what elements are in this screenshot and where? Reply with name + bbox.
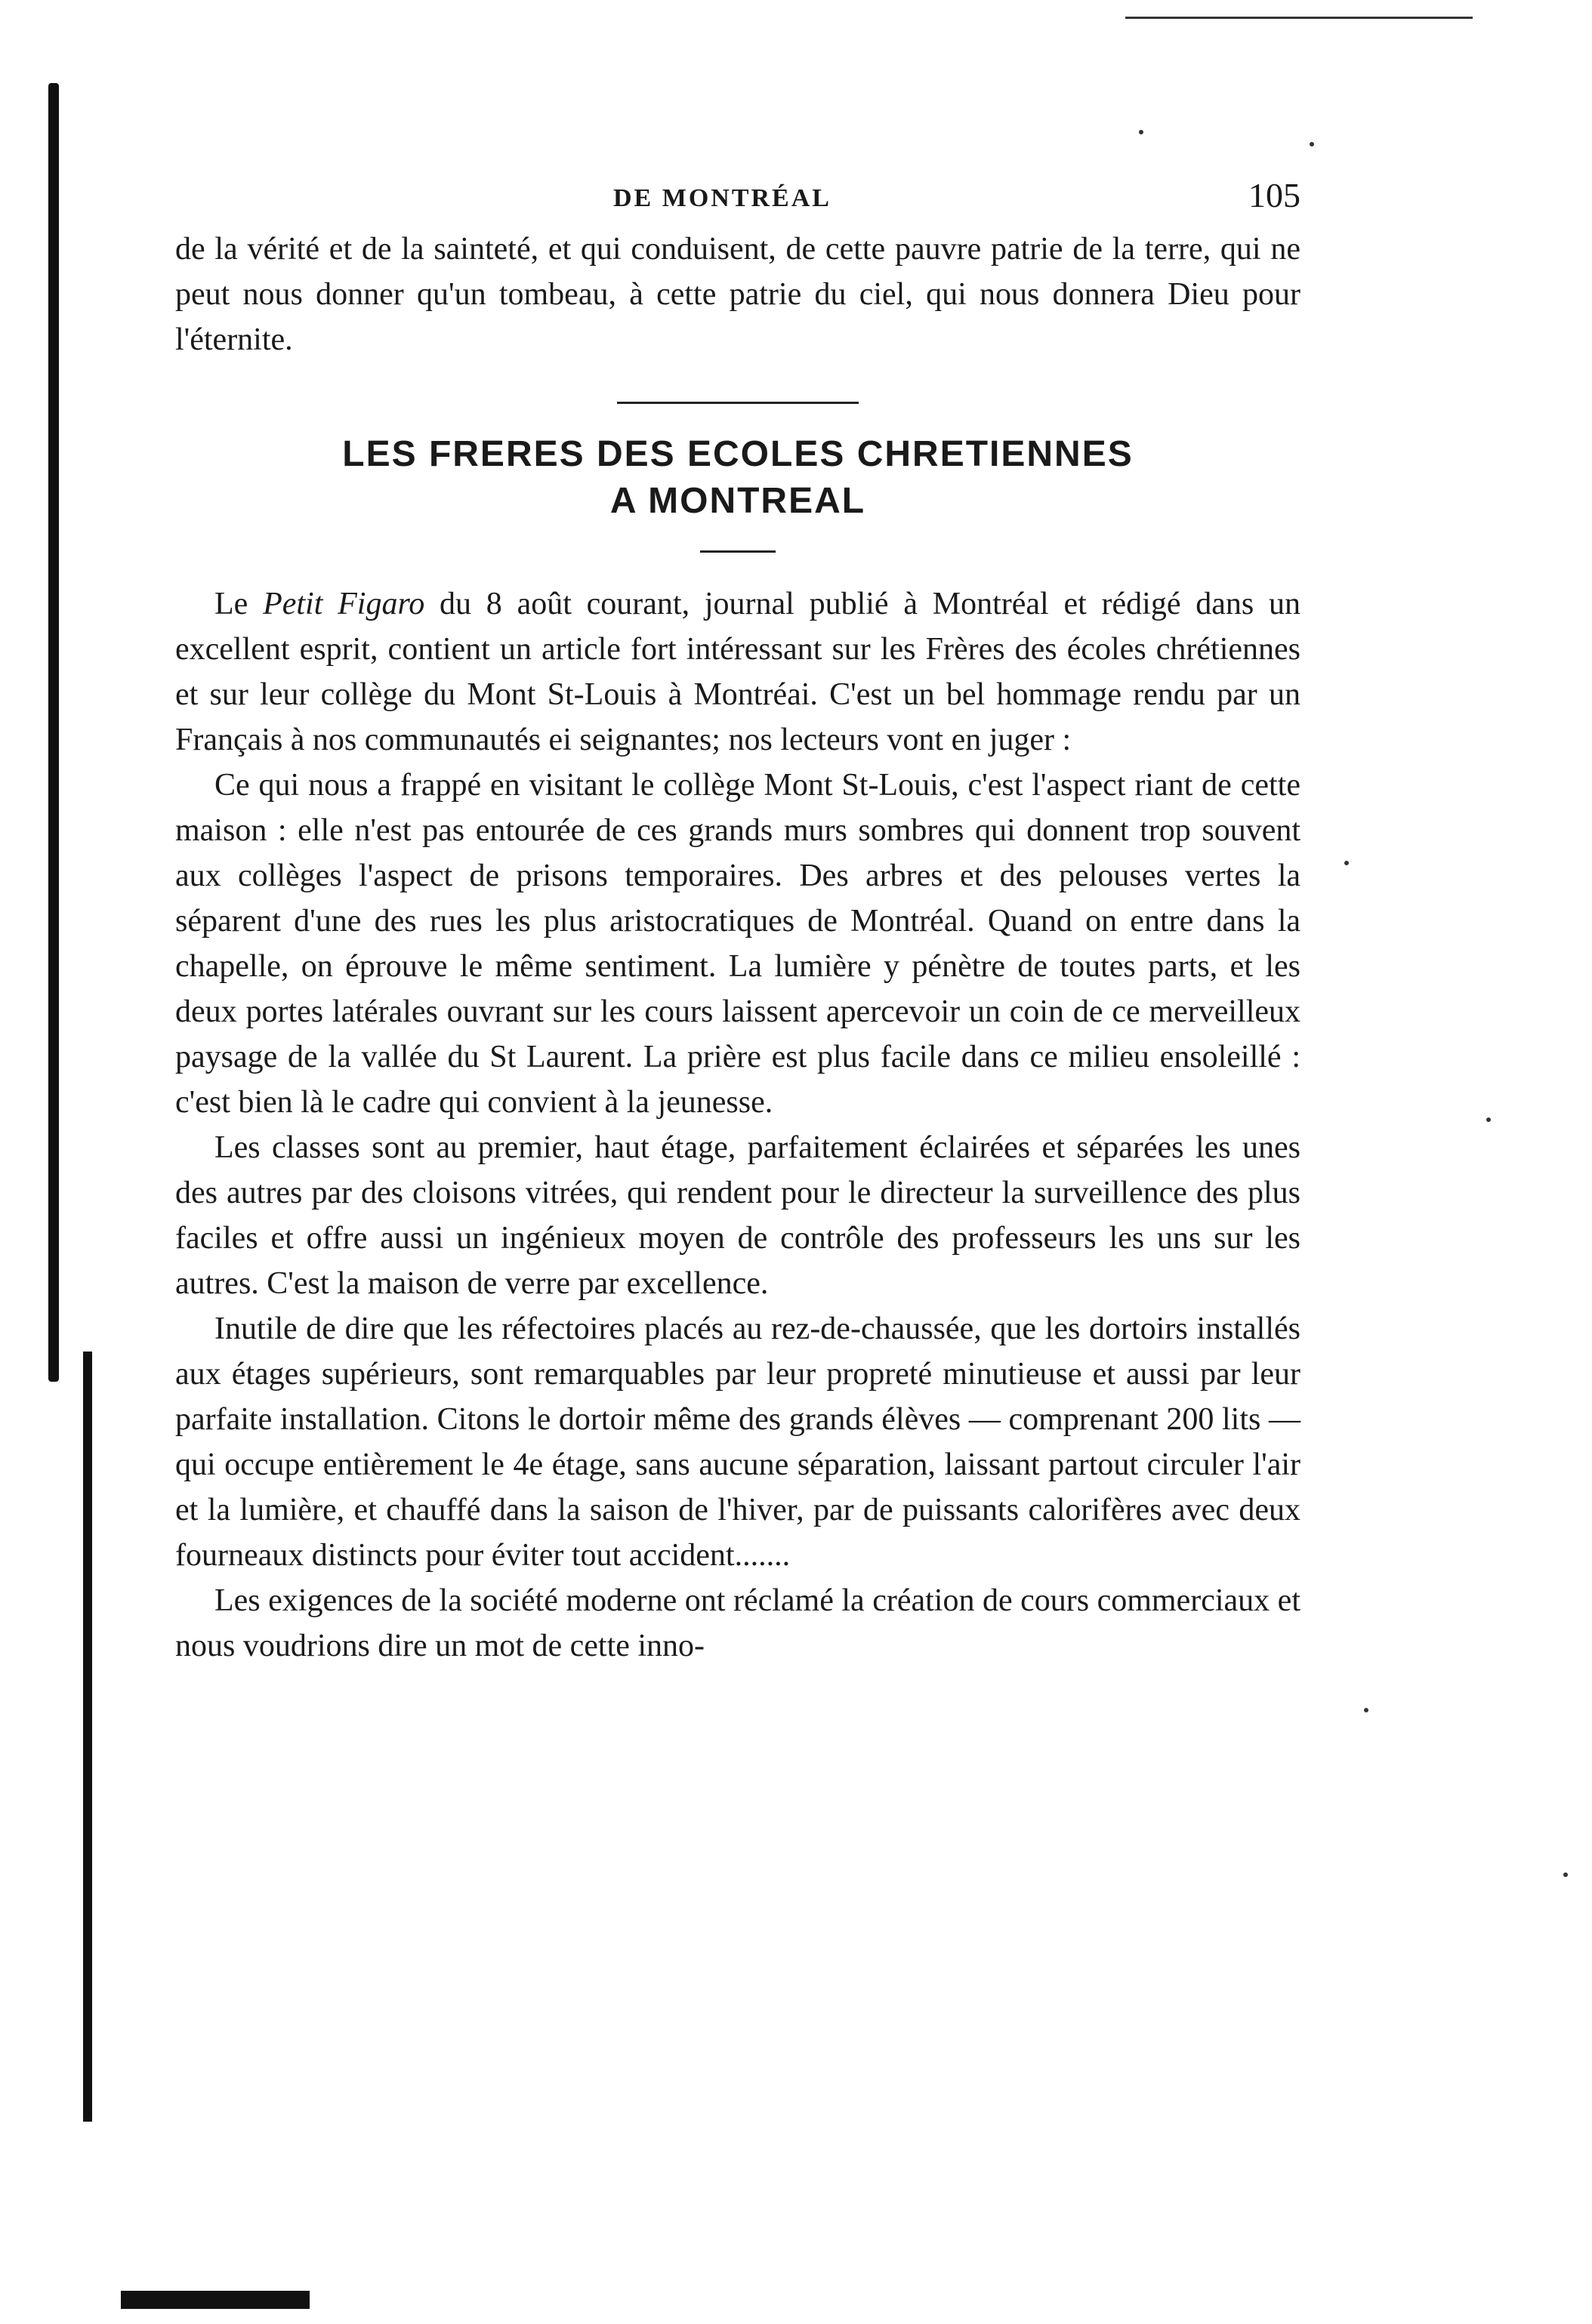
binding-shadow-lower — [83, 1352, 92, 2122]
paragraph-continued: de la vérité et de la sainteté, et qui conduisent, de cette pauvre patrie de la terre, qui ne peut nous donner qu'un tombeau, à cette patrie du ciel, qui nous donnera Dieu pour l'éternite. — [175, 232, 1300, 357]
section-heading-line2: A MONTREAL — [609, 481, 866, 521]
paragraph-quote-4: Les exigences de la société moderne ont réclamé la création de cours commerciaux et nous voudrions dire un mot de cette inno- — [175, 1583, 1300, 1663]
speck — [1139, 130, 1143, 134]
paragraph-intro-text: du 8 août courant, journal publié à Montréal et rédigé dans un excellent esprit, contient un article fort intéressant sur les Frères des écoles chrétiennes et sur leur collège du Mont St-Louis à Montréai. C'est un bel hommage rendu par un Français à nos communautés ei seignantes; nos lecteurs vont en juger : — [175, 587, 1301, 757]
paragraph-quote-1: Ce qui nous a frappé en visitant le collège Mont St-Louis, c'est l'aspect riant de cette maison : elle n'est pas entourée de ces grands murs sombres qui donnent trop souvent aux collèges l'aspect de prisons temporaires. Des arbres et des pelouses vertes la séparent d'une des rues les plus aristocratiques de Montréal. Quand on entre dans la chapelle, on éprouve le même sentiment. La lumière y pénètre de toutes parts, et les deux portes latérales ouvrant sur les cours laissent apercevoir un coin de ce merveilleux paysage de la vallée du St Laurent. La prière est plus facile dans ce milieu ensoleillé : c'est bien là le cadre qui convient à la jeunesse. — [175, 768, 1300, 1120]
speck — [1486, 1117, 1491, 1122]
newspaper-title: Petit Figaro — [263, 587, 425, 621]
binding-shadow-left — [48, 83, 59, 1382]
binding-shadow-corner — [121, 2291, 310, 2309]
paragraph-intro — [175, 581, 1300, 763]
speck — [1310, 142, 1314, 146]
page-content — [175, 159, 1300, 1669]
paragraph-intro-lead: Le — [214, 587, 264, 621]
paragraph-quote-3: Inutile de dire que les réfectoires placés au rez-de-chaussée, que les dortoirs installés aux étages supérieurs, sont remarquables par leur propreté minutieuse et aussi par leur parfaite installation. Citons le dortoir même des grands élèves — comprenant 200 lits — qui occupe entièrement le 4e étage, sans aucune séparation, laissant partout circuler l'air et la lumière, et chauffé dans la saison de l'hiver, par de puissants calorifères avec deux fourneaux distincts pour éviter tout accident....... — [175, 1311, 1300, 1573]
speck — [1344, 861, 1349, 865]
section-divider — [617, 402, 859, 404]
speck — [1364, 1708, 1368, 1712]
top-edge-rule — [1125, 17, 1473, 19]
page-number: 105 — [1248, 176, 1300, 214]
running-head — [175, 159, 1300, 227]
running-title: DE MONTRÉAL — [613, 184, 831, 212]
speck — [1563, 1872, 1568, 1877]
heading-underline — [700, 550, 776, 553]
section-heading-line1: LES FRERES DES ECOLES CHRETIENNES — [342, 434, 1134, 474]
paragraph-quote-2: Les classes sont au premier, haut étage, parfaitement éclairées et séparées les unes des autres par des cloisons vitrées, qui rendent pour le directeur la surveillence des plus faciles et offre aussi un ingénieux moyen de contrôle des professeurs les uns sur les autres. C'est la maison de verre par excellence. — [175, 1130, 1300, 1301]
